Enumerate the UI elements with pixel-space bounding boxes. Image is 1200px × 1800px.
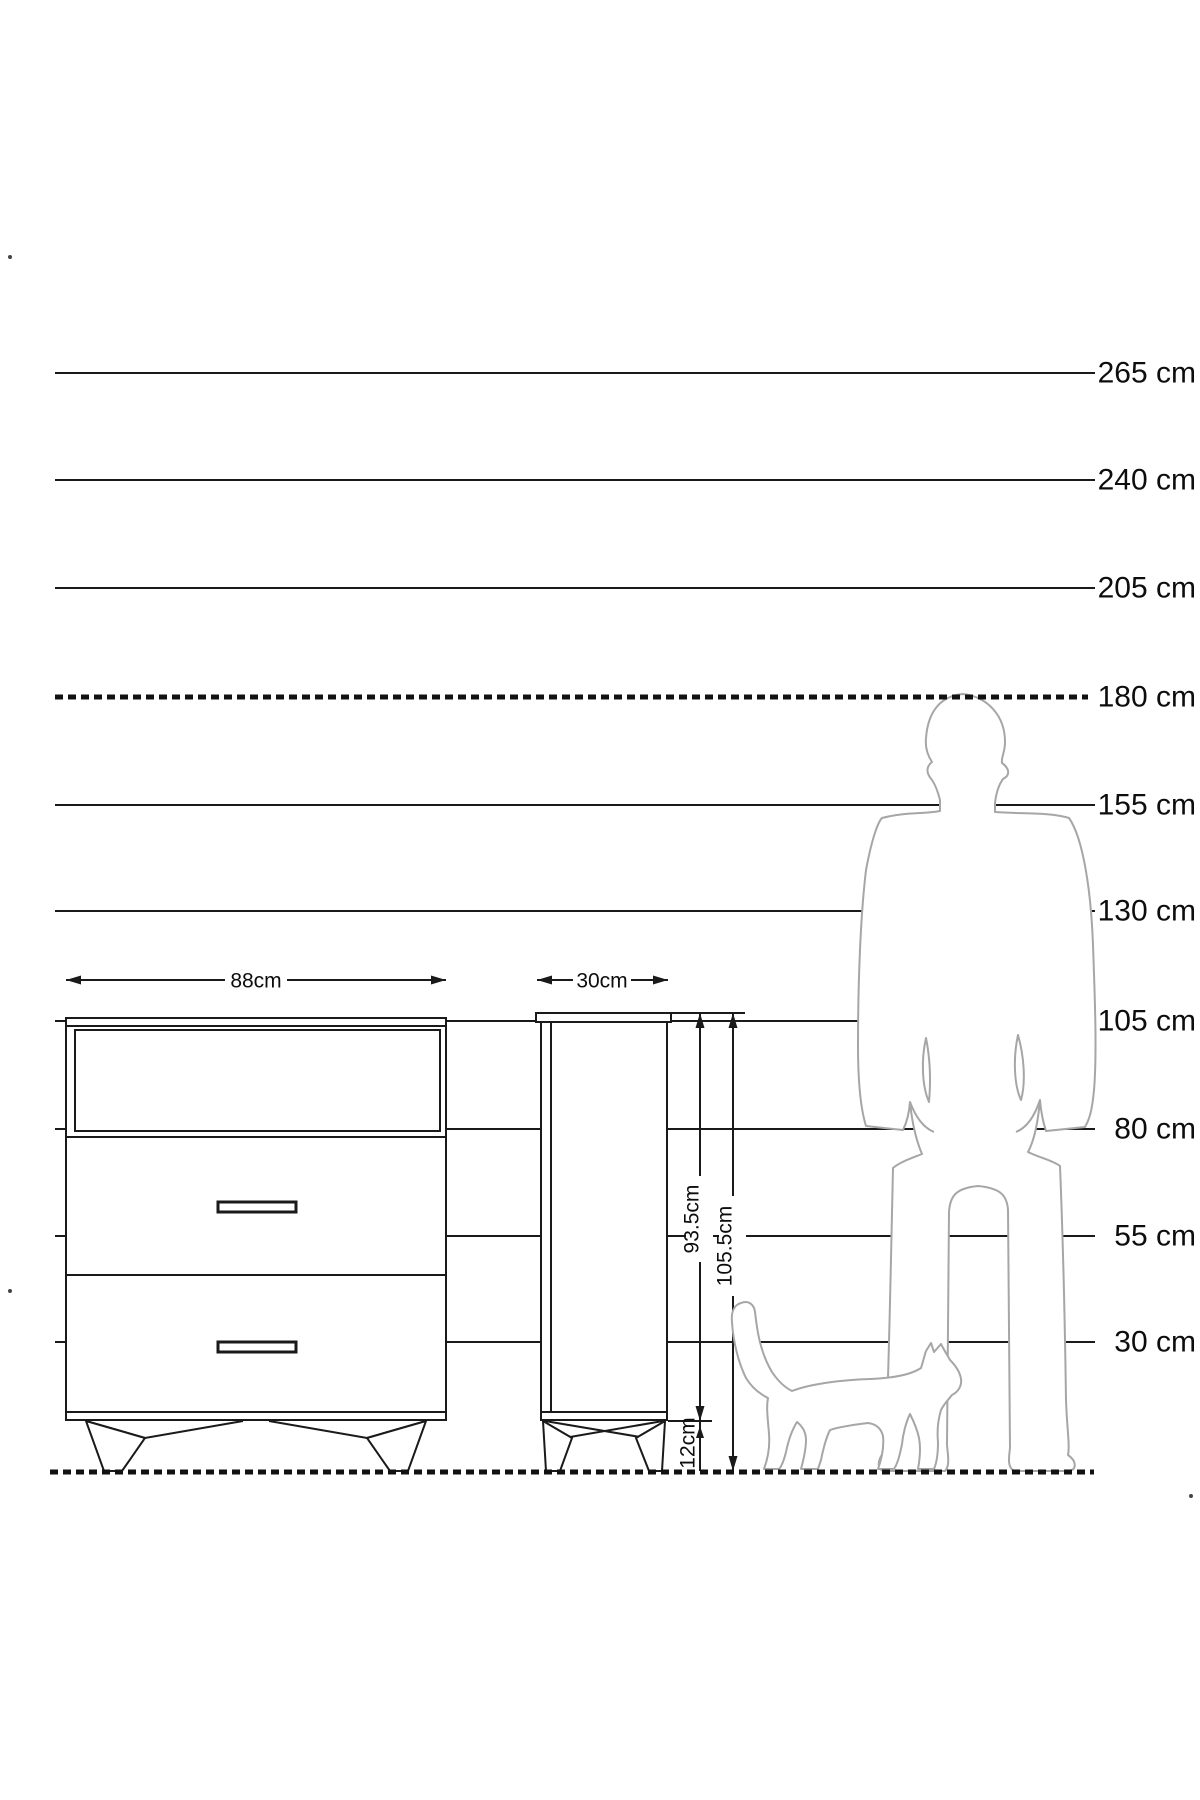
arrow-left-icon bbox=[66, 976, 81, 985]
scale-label-80: 80 cm bbox=[1114, 1112, 1196, 1146]
scale-label-55: 55 cm bbox=[1114, 1219, 1196, 1253]
arrow-right-icon bbox=[653, 976, 668, 985]
side-depth-label: 30cm bbox=[576, 969, 628, 993]
scale-label-205: 205 cm bbox=[1097, 571, 1196, 605]
arrow-left-icon bbox=[537, 976, 552, 985]
artifact-dot bbox=[8, 1289, 12, 1293]
side-base-strip bbox=[541, 1412, 667, 1420]
side-top-panel bbox=[536, 1013, 671, 1022]
body-height-label: 93.5cm bbox=[680, 1184, 704, 1254]
dresser-side-view bbox=[536, 1013, 671, 1471]
front-body bbox=[66, 1018, 446, 1420]
side-body bbox=[541, 1022, 667, 1412]
side-left-leg bbox=[543, 1421, 572, 1471]
artifact-dot bbox=[1189, 1494, 1193, 1498]
front-width-label: 88cm bbox=[230, 969, 282, 993]
scale-label-180: 180 cm bbox=[1097, 680, 1196, 714]
front-left-leg bbox=[86, 1421, 145, 1471]
man-silhouette bbox=[858, 694, 1096, 1471]
front-right-leg bbox=[367, 1421, 426, 1471]
side-right-leg bbox=[636, 1421, 665, 1471]
front-width-dimension bbox=[66, 966, 446, 993]
scale-label-240: 240 cm bbox=[1097, 463, 1196, 497]
man-body-outline bbox=[858, 694, 1096, 1471]
scale-label-155: 155 cm bbox=[1097, 788, 1196, 822]
dresser-front-view bbox=[66, 1018, 446, 1471]
scale-label-30: 30 cm bbox=[1114, 1325, 1196, 1359]
side-depth-dimension bbox=[537, 966, 668, 993]
arrow-down-icon bbox=[729, 1456, 738, 1471]
drawer-handle-top bbox=[218, 1202, 296, 1212]
total-height-label: 105.5cm bbox=[713, 1205, 737, 1287]
drawer-handle-bottom bbox=[218, 1342, 296, 1352]
arrow-right-icon bbox=[431, 976, 446, 985]
leg-height-label: 12cm bbox=[676, 1417, 700, 1469]
scale-label-265: 265 cm bbox=[1097, 356, 1196, 390]
height-dimensions bbox=[668, 1013, 746, 1472]
scale-label-105: 105 cm bbox=[1097, 1004, 1196, 1038]
height-scale-labels bbox=[1098, 357, 1196, 1359]
artifact-dot bbox=[8, 255, 12, 259]
scale-label-130: 130 cm bbox=[1097, 894, 1196, 928]
